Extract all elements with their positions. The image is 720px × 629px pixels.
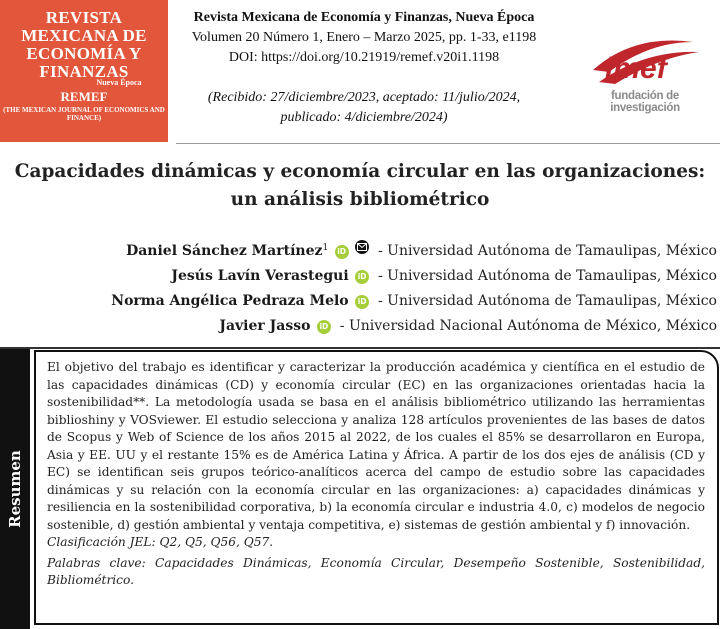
dates-line-1: (Recibido: 27/diciembre/2023, aceptado: 11/julio/2024, — [207, 90, 521, 105]
abstract-text: El objetivo del trabajo es identificar y caracterizar la producción académica y científica en el estudio de las capacidades dinámicas (CD) y economía circular (EC) en las organizaciones orientadas hacia la sostenibilidad**. La metodología usada se basa en el análisis bibliométrico utilizando las herramientas biblioshiny y VOSviewer. El estudio selecciona y analiza 128 artículos provenientes de las bases de datos de Scopus y Web of Science de los años 2015 al 2022, de los cuales el 85% se desarrollaron en Europa, Asia y EE. UU y el restante 15% es de América Latina y África. A partir de los dos ejes de análisis (CD y EC) se identifican seis grupos teórico-analíticos acerca del campo de estudio sobre las capacidades dinámicas y su relación con la economía circular en las organizaciones: a) capacidades dinámicas y resiliencia en la sostenibilidad corporativa, b) la economía circular e industria 4.0, c) modelos de negocio sostenible, d) gestión ambiental y ventaja competitiva, e) sistemas de gestión ambiental y f) innovación. — [47, 360, 705, 532]
orcid-icon[interactable]: iD — [335, 245, 349, 259]
doi-link[interactable]: DOI: https://doi.org/10.21919/remef.v20i1.1198 — [228, 50, 500, 65]
keywords: Palabras clave: Capacidades Dinámicas, Economía Circular, Desempeño Sostenible, Sostenibilidad, Bibliométrico. — [47, 555, 705, 587]
author-name: Javier Jasso — [219, 318, 311, 334]
orcid-icon[interactable]: iD — [317, 320, 331, 334]
cover-acronym: REMEF — [60, 89, 108, 104]
dates-line-2: publicado: 4/diciembre/2024) — [280, 110, 448, 125]
imef-logo — [575, 38, 715, 114]
author-row — [97, 314, 717, 339]
author-affiliation: - Universidad Nacional Autónoma de México, México — [339, 318, 717, 334]
abstract-box — [34, 350, 719, 625]
orcid-icon[interactable]: iD — [355, 295, 369, 309]
journal-name: Revista Mexicana de Economía y Finanzas, Nueva Época — [193, 10, 535, 25]
author-affiliation: - Universidad Autónoma de Tamaulipas, México — [378, 268, 717, 284]
volume-info: Volumen 20 Número 1, Enero – Marzo 2025, pp. 1-33, e1198 — [191, 30, 537, 45]
section-divider — [0, 347, 720, 349]
abstract-label-text: Resumen — [6, 450, 24, 528]
jel-classification: Clasificación JEL: Q2, Q5, Q56, Q57. — [47, 535, 274, 549]
logo-subtitle: fundación de investigación — [610, 90, 680, 114]
author-name: Norma Angélica Pedraza Melo — [111, 293, 349, 309]
article-title: Capacidades dinámicas y economía circular en las organizaciones: un análisis bibliométrico — [14, 161, 706, 210]
journal-cover — [0, 0, 168, 142]
author-row — [97, 289, 717, 314]
publication-dates — [178, 88, 550, 128]
author-affiliation: - Universidad Autónoma de Tamaulipas, México — [378, 293, 717, 309]
logo-wordmark: imef — [605, 52, 667, 85]
email-icon[interactable] — [355, 240, 369, 254]
cover-title: REVISTA MEXICANA DE ECONOMÍA Y FINANZAS — [21, 8, 147, 81]
journal-header — [178, 8, 550, 128]
orcid-icon[interactable]: iD — [355, 270, 369, 284]
author-superscript: 1 — [322, 243, 329, 253]
author-row — [97, 264, 717, 289]
author-list — [97, 236, 717, 339]
author-row — [97, 236, 717, 264]
header-divider — [176, 143, 720, 144]
imef-logo-mark — [575, 38, 715, 90]
author-name: Daniel Sánchez Martínez — [126, 243, 323, 259]
author-name: Jesús Lavín Verastegui — [171, 268, 349, 284]
cover-edition: Nueva Época — [96, 78, 142, 87]
author-affiliation: - Universidad Autónoma de Tamaulipas, México — [378, 243, 717, 259]
abstract-label — [0, 349, 30, 629]
cover-english-title: (THE MEXICAN JOURNAL OF ECONOMICS AND FINANCE) — [3, 106, 165, 122]
